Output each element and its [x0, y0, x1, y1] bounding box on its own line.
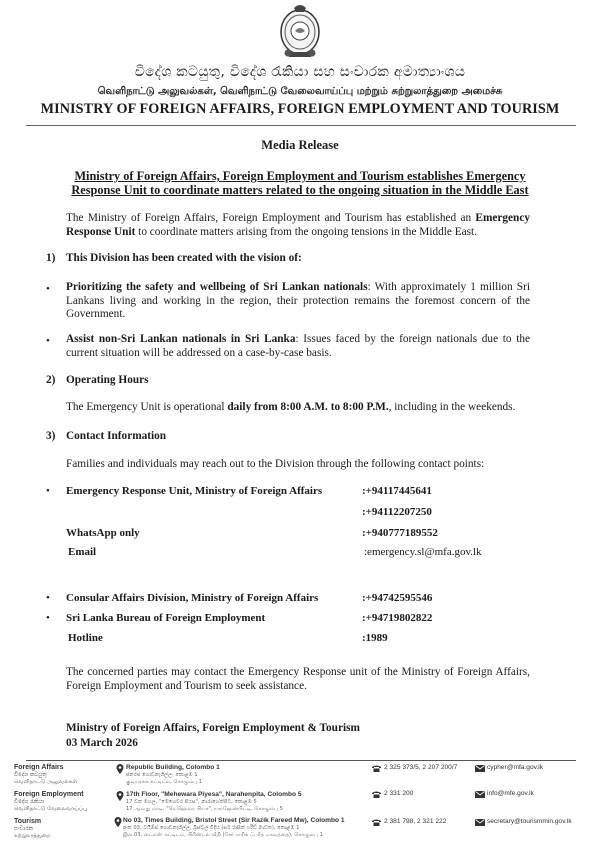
- tamil-ministry-title: வெளிநாட்டு அலுவல்கள், வெளிநாட்டு வேலைவாய்ப்பு மற்றும் சுற்றுலாத்துறை அமைச்சு: [97, 86, 503, 97]
- footer-dept-sinhala: විදේශ රැකියා: [14, 799, 45, 805]
- bullet-icon: •: [46, 612, 50, 624]
- contact-label: Email: [68, 546, 97, 558]
- contact-hotline[interactable]: :1989: [362, 632, 388, 644]
- signature-org: Ministry of Foreign Affairs, Foreign Employment & Tourism: [66, 722, 360, 734]
- contact-label: WhatsApp only: [66, 527, 140, 539]
- footer-phone[interactable]: 2 331 200: [384, 790, 414, 797]
- footer-address-sinhala: 17 වන මහල, "මෙහෙවර පියස", නාරාහේන්පිට, කොළඹ 5: [126, 799, 257, 805]
- telephone-icon: [372, 791, 381, 798]
- location-pin-icon: [116, 791, 124, 801]
- sri-lanka-emblem-icon: [277, 2, 323, 62]
- footer-dept-tamil: வெளிநாட்டு அலுவல்கள்: [14, 779, 78, 785]
- footer-address: Republic Building, Colombo 1: [126, 764, 220, 771]
- intro-text: The Ministry of Foreign Affairs, Foreign Employment and Tourism has established an: [66, 212, 476, 224]
- contact-label: Hotline: [68, 632, 103, 644]
- footer-email[interactable]: info@mfe.gov.lk: [487, 790, 534, 797]
- footer-phone[interactable]: 2 381 798, 2 321 222: [384, 818, 447, 825]
- email-icon: [475, 791, 485, 798]
- bullet-icon: •: [46, 592, 50, 604]
- footer-dept-sinhala: විදේශ කටයුතු: [14, 772, 47, 778]
- footer-email[interactable]: cypher@mfa.gov.lk: [487, 764, 544, 771]
- contact-intro: Families and individuals may reach out to the Division through the following contact points:: [66, 458, 485, 470]
- section-2-title: Operating Hours: [66, 374, 149, 386]
- bullet-1-bold: Prioritizing the safety and wellbeing of Sri Lankan nationals: [66, 281, 368, 293]
- hours-paragraph: [66, 401, 530, 415]
- telephone-icon: [372, 819, 381, 826]
- section-3-number: 3): [46, 430, 56, 442]
- section-1-number: 1): [46, 252, 56, 264]
- footer-address-tamil: 17 ஆவது மாடி, "மெஹெவர பியச", நாரஹேன்பிட்டி, கொழும்பு 5: [126, 806, 283, 812]
- footer-dept-name: Tourism: [14, 818, 42, 825]
- hours-text-end: , including in the weekends.: [388, 401, 516, 413]
- section-2-number: 2): [46, 374, 56, 386]
- bullet-2-bold: Assist non-Sri Lankan nationals in Sri Lanka: [66, 333, 296, 345]
- footer-email[interactable]: secretary@tourismmin.gov.lk: [487, 818, 572, 825]
- footer-address: No 03, Times Building, Bristol Street (Sir Razik Fareed Mw), Colombo 1: [123, 817, 345, 824]
- sinhala-ministry-title: විදේශ කටයුතු, විදේශ රැකියා සහ සංචාරක අමාත්‍යාංශය: [134, 64, 466, 80]
- headline-line-2: Response Unit to coordinate matters related to the ongoing situation in the Middle East: [71, 183, 529, 197]
- footer-dept-sinhala: සංචාරක: [14, 826, 33, 832]
- footer-address-sinhala: අංක 03, ටයිම්ස් ගොඩනැගිල්ල, බ්‍රිස්ටල් වීදිය (සර් රාසික් ෆරීඩ් මාවත), කොළඹ 1: [123, 825, 300, 831]
- intro-bold: Emergency Response Unit: [66, 212, 530, 238]
- bullet-icon: •: [46, 335, 50, 347]
- contact-phone[interactable]: :+94112207250: [362, 506, 432, 518]
- vision-bullet-1: [66, 281, 530, 322]
- contact-phone[interactable]: :+94742595546: [362, 592, 433, 604]
- telephone-icon: [372, 765, 381, 772]
- footer-phone[interactable]: 2 325 373/5, 2 207 200/7: [384, 764, 458, 771]
- contact-label: Consular Affairs Division, Ministry of Foreign Affairs: [66, 592, 319, 604]
- footer-address-tamil: குடியரசுக் கட்டிடம், கொழும்பு 1: [126, 779, 202, 785]
- hours-bold: daily from 8:00 A.M. to 8:00 P.M.: [227, 401, 389, 413]
- contact-email[interactable]: :emergency.sl@mfa.gov.lk: [364, 546, 482, 558]
- media-release-label: Media Release: [261, 138, 339, 152]
- bullet-icon: •: [46, 485, 50, 497]
- location-pin-icon: [114, 817, 122, 827]
- contact-phone[interactable]: :+94719802822: [362, 612, 433, 624]
- hours-text: The Emergency Unit is operational: [66, 401, 228, 413]
- location-pin-icon: [116, 764, 124, 774]
- footer-address-sinhala: ජනරජ ගොඩනැගිල්ල, කොළඹ 1: [126, 772, 198, 778]
- english-ministry-title: MINISTRY OF FOREIGN AFFAIRS, FOREIGN EMPLOYMENT AND TOURISM: [40, 101, 560, 117]
- bullet-1-text: : With approximately 1 million Sri Lankans living and working in the region, their protection remains the foremost concern of the Government.: [66, 281, 530, 320]
- footer-address: 17th Floor, "Mehewara Piyesa", Narahenpita, Colombo 5: [126, 791, 302, 798]
- release-headline: [60, 169, 540, 197]
- footer-address-tamil: இல.03, டைம்ஸ் கட்டிடம், பிரிஸ்டல் வீதி (சேர் ராசிக் ஃபரீத் மாவத்தை), கொழும்பு 1: [123, 832, 323, 838]
- closing-paragraph: The concerned parties may contact the Emergency Response unit of the Ministry of Foreign Affairs, Foreign Employment and Tourism to seek assistance.: [66, 666, 530, 692]
- intro-text-end: to coordinate matters arising from the ongoing tensions in the Middle East.: [135, 225, 478, 238]
- signature-date: 03 March 2026: [66, 737, 138, 749]
- footer-dept-tamil: சுற்றுலாத்துறை: [14, 833, 51, 839]
- intro-paragraph: [66, 212, 530, 239]
- headline-line-1: Ministry of Foreign Affairs, Foreign Employment and Tourism establishes Emergency: [74, 169, 526, 183]
- bullet-2-text: : Issues faced by the foreign nationals due to the current situation will be addressed on a case-by-case basis.: [66, 333, 530, 359]
- contact-phone[interactable]: :+94117445641: [362, 485, 432, 497]
- contact-label: Emergency Response Unit, Ministry of Foreign Affairs: [66, 485, 323, 497]
- vision-bullet-2: [66, 333, 530, 360]
- footer-divider: [26, 760, 576, 761]
- contact-whatsapp[interactable]: :+940777189552: [362, 527, 438, 539]
- footer-dept-tamil: வெளிநாட்டு வேலைவாய்ப்பு: [14, 806, 88, 812]
- section-3-title: Contact Information: [66, 430, 167, 442]
- header-divider: [26, 125, 576, 126]
- bullet-icon: •: [46, 283, 50, 295]
- contact-label: Sri Lanka Bureau of Foreign Employment: [66, 612, 266, 624]
- footer-dept-name: Foreign Affairs: [14, 764, 64, 771]
- footer-dept-name: Foreign Employment: [14, 791, 84, 798]
- email-icon: [475, 819, 485, 826]
- email-icon: [475, 765, 485, 772]
- section-1-title: This Division has been created with the vision of:: [66, 252, 302, 264]
